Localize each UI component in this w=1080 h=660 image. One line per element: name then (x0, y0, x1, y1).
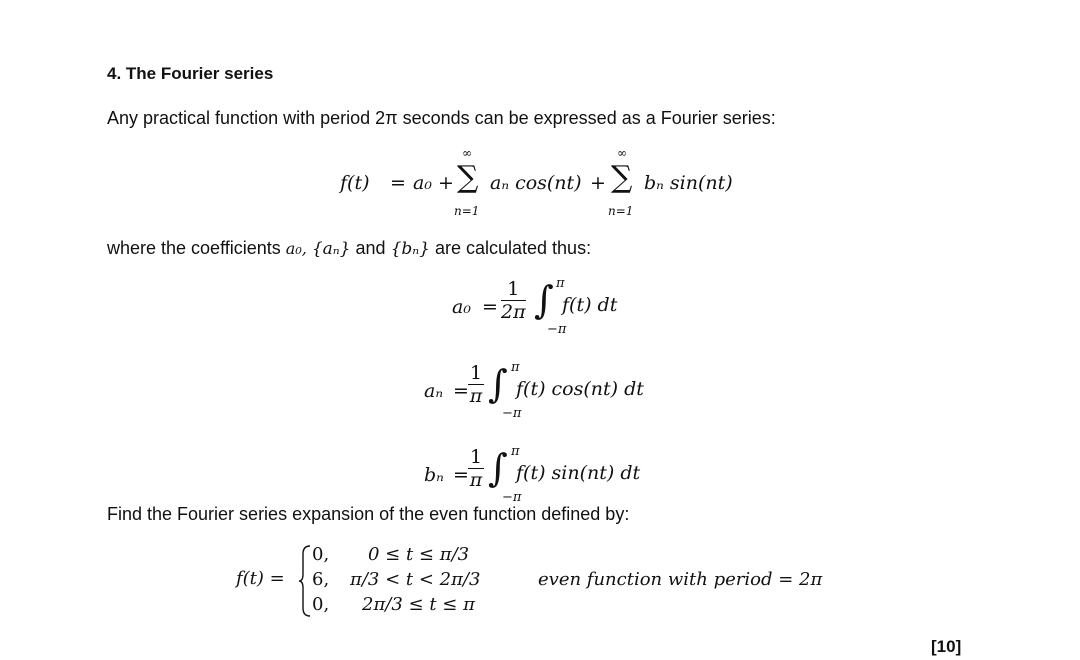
a0-lhs: a₀ (452, 296, 471, 318)
an-integrand: f(t) cos(nt) dt (516, 378, 644, 400)
an-fraction (468, 362, 484, 407)
an-integral-sign: ∫ (488, 362, 508, 406)
series-plus-2: + (590, 172, 606, 194)
piecewise-brace (298, 544, 312, 618)
an-lhs: aₙ (424, 380, 444, 402)
bn-lhs: bₙ (424, 464, 444, 486)
case-1-condition: 0 ≤ t ≤ π/3 (368, 544, 470, 565)
bn-integral-sign: ∫ (488, 446, 508, 490)
bn-denominator: π (469, 469, 483, 491)
a0-eq: = (482, 296, 498, 318)
bn-formula (424, 444, 684, 508)
piecewise-function (236, 542, 856, 622)
case-2-value: 6, (312, 569, 330, 590)
sum1-sigma: ∑ (457, 160, 479, 195)
bn-fraction (468, 446, 484, 491)
bn-upper-limit: π (511, 444, 520, 459)
intro-text: Any practical function with period 2π seconds can be expressed as a Fourier series: (107, 108, 776, 128)
coefficients-text (107, 238, 591, 259)
coeff-suffix: are calculated thus: (429, 238, 592, 258)
task-text: Find the Fourier series expansion of the even function defined by: (107, 504, 630, 524)
bn-lower-limit: −π (502, 490, 522, 505)
a0-lower-limit: −π (547, 322, 567, 337)
a0-upper-limit: π (556, 276, 565, 291)
coeff-a0: a₀, (285, 239, 307, 258)
an-upper-limit: π (511, 360, 520, 375)
an-formula (424, 360, 684, 424)
an-denominator: π (469, 385, 483, 407)
series-term-2: bₙ sin(nt) (644, 172, 733, 194)
sum2-lower: n=1 (608, 204, 634, 218)
a0-denominator: 2π (501, 301, 526, 323)
coeff-bn: {bₙ} (390, 239, 430, 259)
a0-integrand: f(t) dt (562, 294, 618, 316)
a0-numerator: 1 (501, 278, 526, 301)
case-3-condition: 2π/3 ≤ t ≤ π (362, 594, 475, 615)
an-lower-limit: −π (502, 406, 522, 421)
an-numerator: 1 (470, 362, 483, 384)
series-lhs: f(t) (340, 172, 370, 194)
series-a0: a₀ (413, 172, 432, 194)
case-3-value: 0, (312, 594, 330, 615)
an-eq: = (453, 380, 469, 402)
marks-label: [10] (931, 637, 962, 656)
coeff-prefix: where the coefficients (107, 238, 286, 258)
case-1-value: 0, (312, 544, 330, 565)
bn-eq: = (453, 464, 469, 486)
a0-fraction (501, 278, 526, 323)
coeff-an: {aₙ} (311, 239, 351, 259)
section-title: 4. The Fourier series (107, 64, 274, 83)
case-2-condition: π/3 < t < 2π/3 (350, 569, 481, 590)
piecewise-note: even function with period = 2π (538, 569, 823, 590)
bn-integrand: f(t) sin(nt) dt (516, 462, 641, 484)
series-plus-1: + (438, 172, 454, 194)
series-eq: = (390, 172, 406, 194)
coeff-and: and (350, 238, 391, 258)
bn-numerator: 1 (470, 446, 483, 468)
piecewise-lhs: f(t) = (236, 568, 285, 589)
series-term-1: aₙ cos(nt) (490, 172, 582, 194)
sum1-upper: ∞ (462, 146, 472, 160)
series-equation (340, 146, 760, 226)
sum1-lower: n=1 (454, 204, 480, 218)
sum2-sigma: ∑ (611, 160, 633, 195)
a0-integral-sign: ∫ (534, 278, 554, 322)
a0-formula (452, 276, 672, 340)
sum2-upper: ∞ (617, 146, 627, 160)
